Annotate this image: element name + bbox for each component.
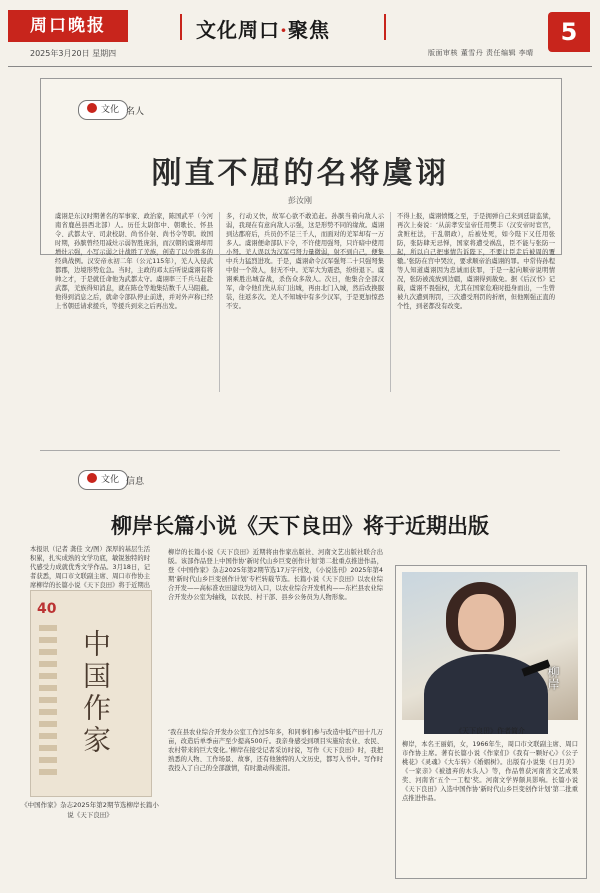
section-divider bbox=[40, 450, 560, 451]
article2-tag-sub: 信息 bbox=[126, 477, 145, 487]
magazine-issue-number: 40 bbox=[37, 601, 57, 617]
author-bio-title: 《天下良田》作者简介 bbox=[455, 727, 525, 735]
article1-headline: 刚直不屈的名将虞诩 bbox=[151, 156, 449, 191]
editor-credits: 版面审核 董雪丹 责任编辑 李晴 bbox=[428, 49, 534, 57]
author-photo bbox=[402, 572, 578, 720]
page-number: 5 bbox=[548, 12, 590, 52]
title-bar-right bbox=[384, 14, 386, 40]
tag-dot-icon bbox=[87, 473, 97, 483]
column-separator bbox=[390, 212, 391, 392]
photo-face bbox=[458, 594, 504, 650]
magazine-caption: 《中国作家》杂志2025年第2期节选柳岸长篇小说《天下良田》 bbox=[21, 801, 159, 819]
article2-column-2: 柳岸的长篇小说《天下良田》近期将由作家出版社、河南文艺出版社联合出版。该部作品登上中国作协‘新时代山乡巨变创作计划’第二批重点推进作品，登《中国作家》杂志2025年第2期节选17万字刊发，《小说选刊》2025年第4期‘新时代山乡巨变创作计划’专栏转载节选。长篇小说《天下良田》以农业综合开发——高标准农田建设为切入口，以农业综合开发机构——东栏县农业综合开发办公室为轴线，以农民、村干部、县乡公务员为人物形象。 bbox=[168, 549, 383, 601]
article1-byline: 彭汝刚 bbox=[288, 196, 312, 205]
title-bar-left bbox=[180, 14, 182, 40]
article2-column-3: ‘我在县农业综合开发办公室工作过5年多，和同事们参与改造中低产田十几万亩，改造后单季亩产至少提高500斤。我亲身感受到项目实施给农业、农民、农村带来的巨大变化。’柳岸在接受记者采访时说，写作《天下良田》时，我把熟悉的人物、工作场景、故事，还有他独特的人文历史，都写入书中。写作时我投入了自己的全部激情，有时激动得流泪。 bbox=[168, 729, 383, 772]
magazine-title: 中国作家 bbox=[79, 629, 112, 757]
article1-column-1: 虞诩是东汉时期著名的军事家、政治家，陈国武平（今河南省鹿邑县西北部）人。历任太尉郎中、朝歌长、怀县令、武都太守、司隶校尉、尚书仆射、尚书令等职。故国时期，孙膑曾经用减灶示弱智胜庞涓，而汉朝的虞诩却用增灶示强，小写示弱之计战胜了羌族，创造了以少胜多的经典战例。汉安帝永初二年（公元115年），羌人入侵武都郡，边境形势危急。当时，主政的邓太后听说虞诩有将帅之才，于是就任命他为武都太守。虞诩率三千兵马赶赴武都，羌族得知消息，就在陈仓等地集结数千人马阻截。他得到消息之后，就命令部队停止前进，并对外声称已经上书朝廷请求援兵，等援兵到来之后再出发。 bbox=[55, 213, 213, 310]
author-photo-name: 柳岸 bbox=[546, 666, 560, 690]
article2-column-1: 本报讯（记者 龚佳 文/图）深厚的基层生活积累，扎实成熟的文学功底，敏锐独特的时代感受力成就优秀文学作品。3月18日，记者获悉，周口市文联副主席、周口市作协主席柳岸的长篇小说《天下良田》将于近期出 bbox=[30, 546, 150, 589]
article2-tag: 文化 bbox=[78, 470, 128, 490]
article1-tag: 文化 bbox=[78, 100, 128, 120]
magazine-stripe bbox=[39, 625, 57, 775]
article1-column-2: 多，行动又快，故军心欲不敢追赶。孙膑当着向敌人示弱，我现在有意向敌人示强，这是形势不同的缘故。虞诩到达郡府后，兵员仍不足三千人，而面对的羌军却有一万多人。虞诩便命部队下令，不许使用强弩，只许暗中使用小弩。羌人误以为汉军弓弩力量微弱，射不到自己，便集中兵力猛烈进攻。于是，虞诩命令汉军强弩二十只强弩集中射一个敌人，射无不中。羌军大为震恐，纷纷退下。虞诩乘胜出城奋战，杀伤众多敌人。次日，他集合全部汉军，命令他们先从东门出城，再由北门入城，然后改换服装，往返多次。羌人不知城中有多少汉军，于是更加惊恐不安。 bbox=[226, 213, 384, 310]
author-bio: 柳岸，本名王丽娟，女，1966年生，周口市文联副主席、周口市作协主席。著有长篇小说《作家们》《我有一颗好心》《公子桃花》《灵魂》《大车转》《婚姻树》。出版有小说集《日月美》《一家亲》《被遗弃的木头人》等，作品曾获河南省文艺成果奖、河南省‘五个一工程’奖。河南文学界颇具影响。长篇小说《天下良田》入选中国作协‘新时代山乡巨变创作计划’第二批重点推进作品。 bbox=[402, 741, 578, 802]
issue-date: 2025年3月20日 星期四 bbox=[30, 49, 117, 58]
magazine-cover bbox=[30, 590, 152, 797]
masthead-divider bbox=[8, 66, 592, 67]
article1-tag-sub: 名人 bbox=[126, 107, 145, 117]
article1-column-3: 不得上报，虞诩愤慨之至，于是拥弹自己来到廷尉监狱，再次上奏说：‘从前孝安皇帝任用樊丰（汉安帝时宦官，贪赃枉法，干乱朝政），后被处死，如今陛下又任用张防，张防肆无忌惮，国家将遭受祸乱，臣不能与张防一起，所以自己把事情告诉陛下，不要让臣走后被周的覆辙。’张防在宫中哭泣，要求顺帝治虞诩的罪。中常侍孙程等人知道虞诩因为忠诚而获罪，于是一起向顺帝说明情况，张防被流放到边疆，虞诩得到赦免。据《后汉书》记载，虞诩不畏强权，尤其在国家危难时挺身而出，一生曾被九次遭到刑罚，三次遭受刑罚的折磨，但他刚强正直的个性，到老都没有改变。 bbox=[397, 213, 555, 310]
article2-headline: 柳岸长篇小说《天下良田》将于近期出版 bbox=[111, 513, 489, 538]
section-title: 文化周口·聚焦 bbox=[196, 18, 330, 42]
tag-dot-icon bbox=[87, 103, 97, 113]
column-separator bbox=[219, 212, 220, 392]
newspaper-logo: 周口晚报 bbox=[8, 10, 128, 42]
